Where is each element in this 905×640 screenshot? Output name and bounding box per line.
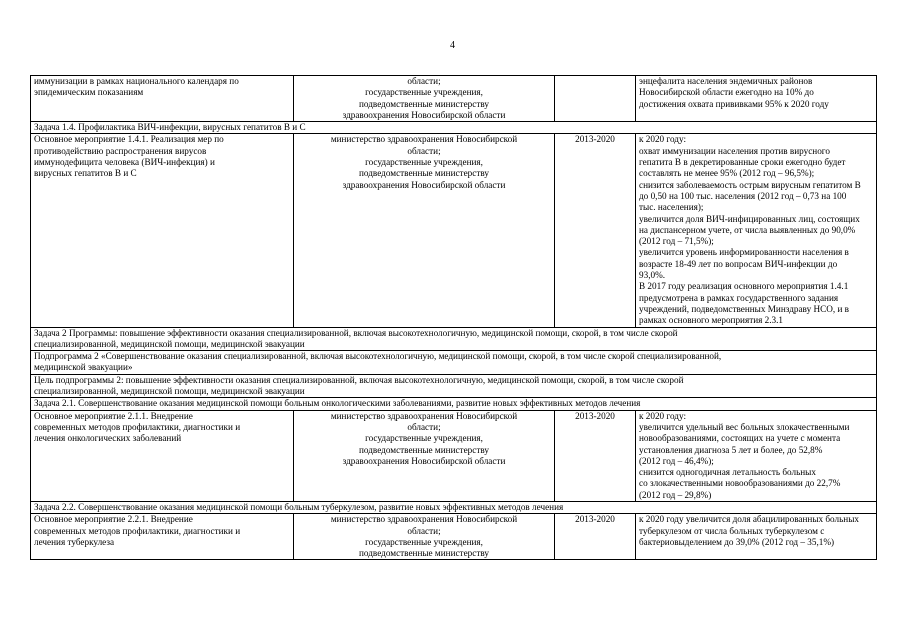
executor-line: министерство здравоохранения Новосибирской [330,134,518,145]
task-header-row [31,122,877,134]
measure-name-cell [31,410,294,501]
task-header-line: Задача 2.2. Совершенствование оказания медицинской помощи больным туберкулезом, развитие новых эффективных методов лечения [34,501,564,512]
task-header-row [31,501,877,513]
measure-name-line: эпидемическим показаниям [34,87,144,98]
expected-result-line: Новосибирской области ежегодно на 10% до [639,87,814,98]
executor-line: области; [407,421,441,432]
expected-result-line: увеличится доля ВИЧ-инфицированных лиц, состоящих [639,213,860,224]
page-number: 4 [450,40,455,51]
measure-name-cell [31,76,294,122]
expected-result-line: до 0,50 на 100 тыс. населения (2012 год – 0,73 на 100 [639,190,847,201]
measure-name-line: вирусных гепатитов В и С [34,168,137,179]
expected-result-line: со злокачественными новообразованиями до 22,7% [639,478,841,489]
task-header-line: медицинской эвакуации» [34,362,133,373]
measure-name-line: современных методов профилактики, диагностики и [34,421,241,432]
executor-line: здравоохранения Новосибирской области [342,179,506,190]
expected-result-cell [636,410,877,501]
measure-name-line: Основное мероприятие 2.2.1. Внедрение [34,514,193,525]
expected-result-line: (2012 год – 29,8%) [639,489,712,500]
task-header-line: Задача 2.1. Совершенствование оказания медицинской помощи больным онкологическими заболеваниями, развитие новых эффективных методов лечения [34,398,641,409]
expected-result-line: к 2020 году: [639,134,686,145]
executor-line: подведомственные министерству [359,444,489,455]
expected-result-line: к 2020 году: [639,410,686,421]
expected-result-line: составлять не менее 95% (2012 год – 96,5%); [639,168,815,179]
expected-result-line: тыс. населения); [639,202,704,213]
executor-line: министерство здравоохранения Новосибирской [330,410,518,421]
executor-line: области; [407,76,441,86]
task-header-cell [31,122,877,134]
task-header-cell [31,351,877,375]
task-header-cell [31,398,877,410]
expected-result-line: (2012 год – 46,4%); [639,455,714,466]
expected-result-line: бактериовыделением до 39,0% (2012 год – 35,1%) [639,536,835,547]
measure-name-cell [31,514,294,560]
executor-line: области; [407,525,441,536]
measure-name-line: лечения онкологических заболеваний [34,433,182,444]
expected-result-line: рамках основного мероприятия 2.3.1 [639,315,784,326]
executor-line: государственные учреждения, [365,536,483,547]
period-cell [555,76,636,122]
period-cell [555,410,636,501]
expected-result-line: снизится заболеваемость острым вирусным гепатитом В [639,179,861,190]
task-header-cell [31,501,877,513]
executor-line: государственные учреждения, [365,157,483,168]
expected-result-line: к 2020 году увеличится доля абацилированных больных [639,514,859,525]
measure-row [31,76,877,122]
measure-name-line: Основное мероприятие 2.1.1. Внедрение [34,410,193,421]
period-value: 2013-2020 [575,410,615,421]
executor-cell [294,514,555,560]
task-header-line: специализированной, медицинской помощи, медицинской эвакуации [34,386,305,397]
task-header-line: Задача 2 Программы: повышение эффективности оказания специализированной, включая высокотехнологичную, медицинской помощи, скорой, в том числе скорой [34,327,678,338]
executor-line: министерство здравоохранения Новосибирской [330,514,518,525]
expected-result-line: установления диагноза 5 лет и более, до 52,8% [639,444,823,455]
task-header-line: Подпрограмма 2 «Совершенствование оказания специализированной, включая высокотехнологичную, медицинской помощи, скорой, в том числе скорой специализированной, [34,351,722,362]
expected-result-line: 93,0%. [639,270,666,281]
executor-line: здравоохранения Новосибирской области [342,455,506,466]
expected-result-line: снизится одногодичная летальность больных [639,467,816,478]
measure-name-line: лечения туберкулеза [34,536,115,547]
measure-name-line: Основное мероприятие 1.4.1. Реализация мер по [34,134,224,145]
executor-line: подведомственные министерству [359,548,489,559]
measures-table [30,75,877,560]
measure-row [31,134,877,327]
expected-result-line: охват иммунизации населения против вирусного [639,145,830,156]
expected-result-line: (2012 год – 71,5%); [639,236,714,247]
measure-name-cell [31,134,294,327]
task-header-cell [31,327,877,351]
expected-result-line: увеличится уровень информированности населения в [639,247,849,258]
task-header-line: Цель подпрограммы 2: повышение эффективности оказания специализированной, включая высокотехнологичную, медицинской помощи, скорой, в том числе скорой [34,374,684,385]
measure-name-line: иммунодефицита человека (ВИЧ-инфекция) и [34,157,215,168]
task-header-row [31,374,877,398]
task-header-line: специализированной, медицинской помощи, медицинской эвакуации [34,338,305,349]
period-cell [555,134,636,327]
measure-row [31,410,877,501]
expected-result-line: возрасте 18-49 лет по вопросам ВИЧ-инфекции до [639,258,838,269]
expected-result-cell [636,76,877,122]
measure-name-line: противодействию распространения вирусов [34,145,207,156]
task-header-line: Задача 1.4. Профилактика ВИЧ-инфекции, вирусных гепатитов В и С [34,122,306,133]
measure-name-line: иммунизации в рамках национального календаря по [34,76,239,86]
period-cell [555,514,636,560]
executor-line: государственные учреждения, [365,433,483,444]
task-header-row [31,351,877,375]
expected-result-line: учреждений, подведомственных Минздраву НСО, и в [639,303,850,314]
expected-result-cell [636,134,877,327]
measure-row [31,514,877,560]
task-header-row [31,398,877,410]
executor-cell [294,410,555,501]
expected-result-line: туберкулезом от числа больных туберкулезом с [639,525,825,536]
expected-result-line: на диспансерном учете, от числа выявленных до 90,0% [639,224,856,235]
measure-name-line: современных методов профилактики, диагностики и [34,525,241,536]
expected-result-line: В 2017 году реализация основного мероприятия 1.4.1 [639,281,849,292]
expected-result-line: гепатита В в декретированные сроки ежегодно будет [639,157,846,168]
task-header-cell [31,374,877,398]
executor-cell [294,76,555,122]
period-value: 2013-2020 [575,514,615,525]
executor-line: здравоохранения Новосибирской области [342,109,506,120]
expected-result-line: предусмотрена в рамках государственного задания [639,292,839,303]
executor-cell [294,134,555,327]
expected-result-line: энцефалита населения эндемичных районов [639,76,813,86]
executor-line: государственные учреждения, [365,87,483,98]
expected-result-line: достижения охвата прививками 95% к 2020 году [639,98,829,109]
expected-result-cell [636,514,877,560]
executor-line: подведомственные министерству [359,168,489,179]
executor-line: области; [407,145,441,156]
executor-line: подведомственные министерству [359,98,489,109]
task-header-row [31,327,877,351]
expected-result-line: новообразованиями, состоящих на учете с момента [639,433,841,444]
period-value: 2013-2020 [575,134,615,145]
expected-result-line: увеличится удельный вес больных злокачественными [639,421,850,432]
